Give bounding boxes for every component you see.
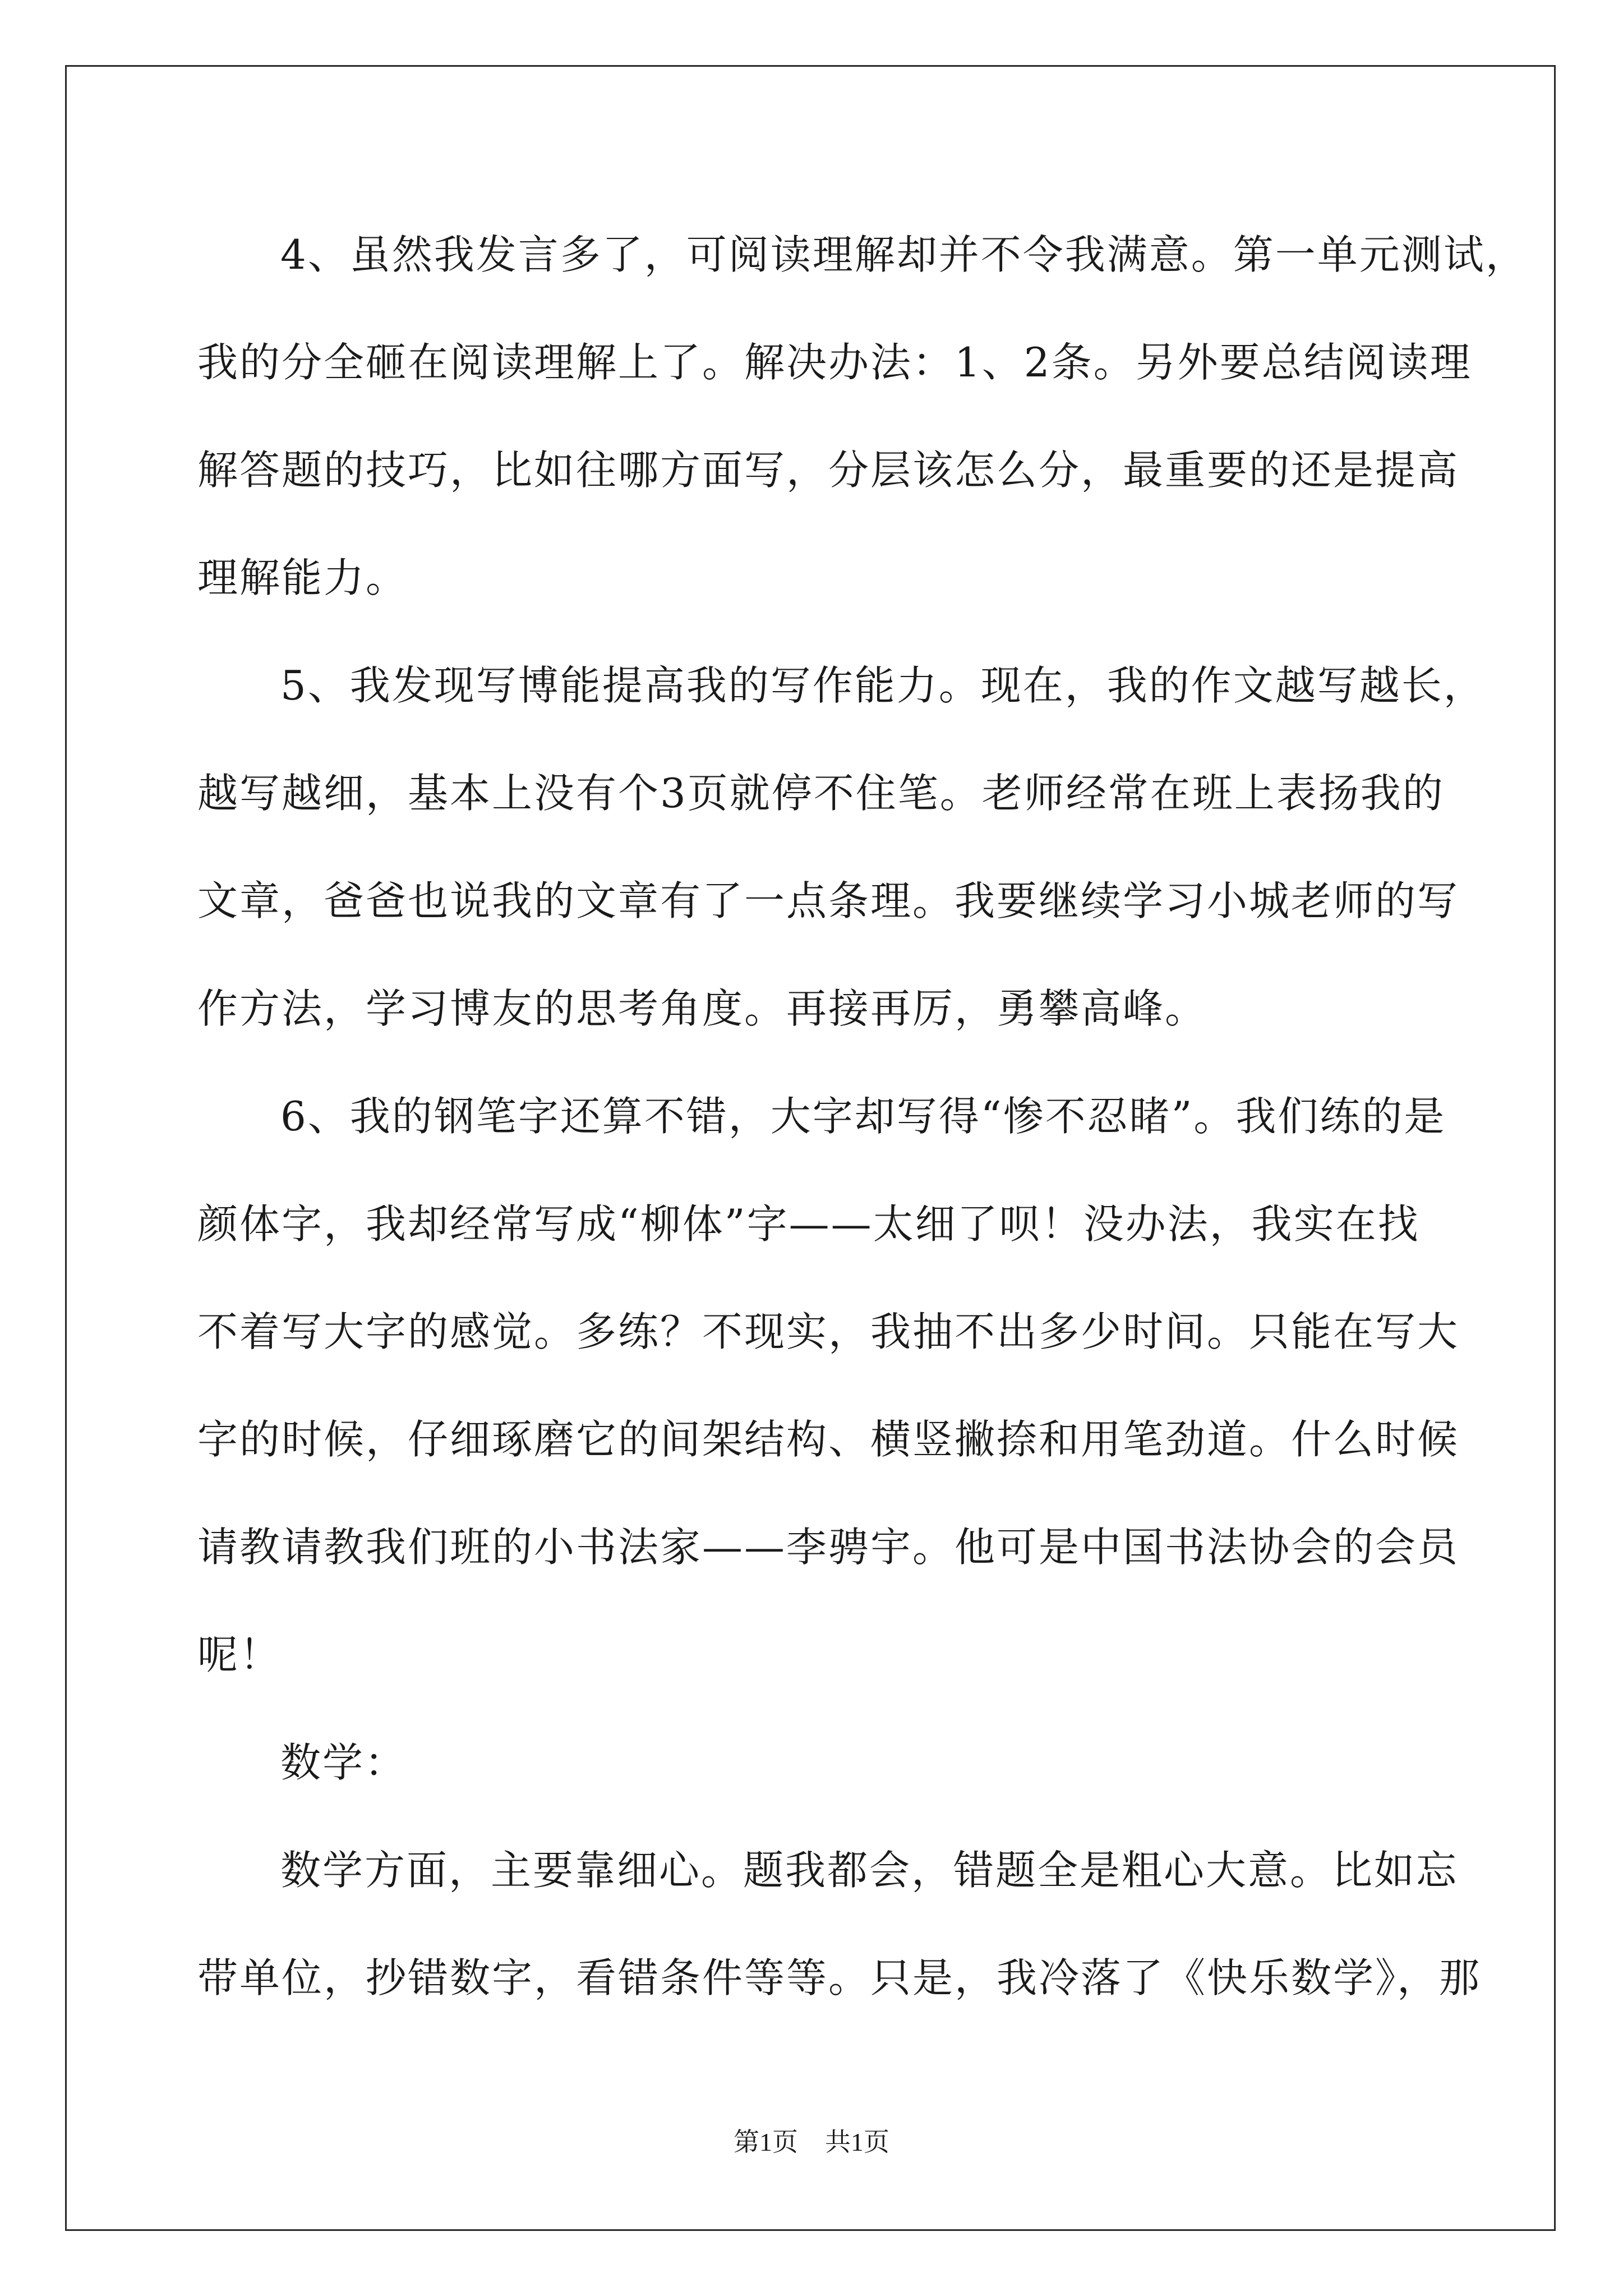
paragraph-line: 我的分全砸在阅读理解上了。解决办法：1、2条。另外要总结阅读理 — [197, 339, 1472, 386]
paragraph-line: 理解能力。 — [197, 554, 408, 601]
paragraph-line: 6、我的钢笔字还算不错，大字却写得“惨不忍睹”。我们练的是 — [280, 1093, 1446, 1140]
paragraph-line: 颜体字，我却经常写成“柳体”字——太细了呗！没办法，我实在找 — [197, 1200, 1420, 1248]
page-footer — [0, 2125, 1623, 2159]
paragraph-line: 作方法，学习博友的思考角度。再接再厉，勇攀高峰。 — [197, 985, 1207, 1032]
paragraph-line: 解答题的技巧，比如往哪方面写，分层该怎么分，最重要的还是提高 — [197, 447, 1460, 494]
page-number: 第1页 — [734, 2128, 798, 2156]
page-total: 共1页 — [825, 2128, 889, 2156]
document-body — [197, 201, 1528, 2032]
paragraph-line: 5、我发现写博能提高我的写作能力。现在，我的作文越写越长， — [280, 662, 1486, 709]
paragraph-line: 不着写大字的感觉。多练？不现实，我抽不出多少时间。只能在写大 — [197, 1308, 1460, 1355]
section-heading: 数学： — [280, 1739, 407, 1786]
paragraph-line: 数学方面，主要靠细心。题我都会，错题全是粗心大意。比如忘 — [280, 1847, 1459, 1894]
paragraph-line: 4、虽然我发言多了，可阅读理解却并不令我满意。第一单元测试， — [280, 231, 1528, 278]
paragraph-line: 越写越细，基本上没有个3页就停不住笔。老师经常在班上表扬我的 — [197, 770, 1445, 817]
paragraph-line: 呢！ — [197, 1631, 282, 1678]
paragraph-line: 文章，爸爸也说我的文章有了一点条理。我要继续学习小城老师的写 — [197, 877, 1460, 924]
paragraph-line: 请教请教我们班的小书法家——李骋宇。他可是中国书法协会的会员 — [197, 1524, 1460, 1571]
paragraph-line: 字的时候，仔细琢磨它的间架结构、横竖撇捺和用笔劲道。什么时候 — [197, 1416, 1460, 1463]
paragraph-line: 带单位，抄错数字，看错条件等等。只是，我冷落了《快乐数学》，那 — [197, 1954, 1482, 2001]
